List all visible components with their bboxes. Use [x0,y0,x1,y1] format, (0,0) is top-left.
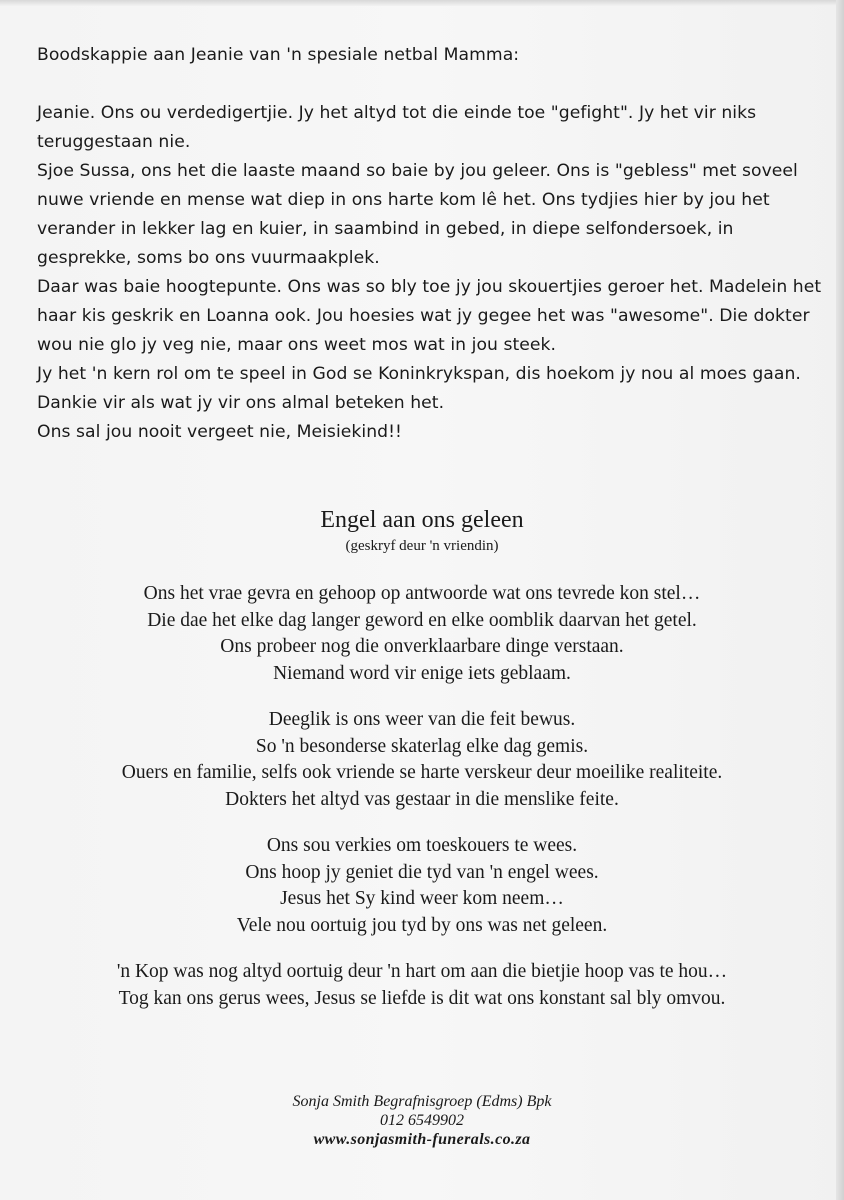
poem-line: 'n Kop was nog altyd oortuig deur 'n hart om aan die bietjie hoop vas te hou… [116,961,728,982]
poem-line: Dokters het altyd vas gestaar in die menslike feite. [225,788,619,810]
poem-stanza [0,959,844,1012]
poem-line: So 'n besonderse skaterlag elke dag gemis. [255,735,589,757]
poem-stanza [0,833,844,939]
poem-line: Ons hoop jy geniet die tyd van 'n engel wees. [245,861,599,883]
poem-line: Die dae het elke dag langer geword en elke oomblik daarvan het getel. [147,609,697,631]
poem-line: Ons probeer nog die onverklaarbare dinge verstaan. [220,636,624,657]
message-paragraph: Sjoe Sussa, ons het die laaste maand so baie by jou geleer. Ons is "gebless" met soveel nuwe vriende en mense wat diep in ons harte kom lê het. Ons tydjies hier by jou het verander in lekker lag en kuier, in saambind in gebed, in diepe selfondersoek, in gesprekke, soms bo ons vuurmaakplek. [37,161,798,268]
poem-line: Tog kan ons gerus wees, Jesus se liefde is dit wat ons konstant sal bly omvou. [118,987,726,1009]
message-paragraph: Jy het 'n kern rol om te speel in God se Koninkrykspan, dis hoekom jy nou al moes gaan. Dankie vir als wat jy vir ons almal beteken het. [37,364,801,413]
funeral-home-footer [0,1092,844,1149]
poem-body [0,581,844,1032]
poem-line: Deeglik is ons weer van die feit bewus. [268,709,576,730]
poem-stanza [0,707,844,813]
message-paragraph: Ons sal jou nooit vergeet nie, Meisiekind!! [37,422,403,442]
poem-line: Ons het vrae gevra en gehoop op antwoorde wat ons tevrede kon stel… [143,583,701,604]
poem-title: Engel aan ons geleen [320,507,524,533]
poem-line: Vele nou oortuig jou tyd by ons was net geleen. [236,914,608,936]
scan-edge-top [0,0,844,6]
poem-line: Ouers en familie, selfs ook vriende se harte verskeur deur moeilike realiteite. [121,762,723,783]
poem-line: Ons sou verkies om toeskouers te wees. [266,835,578,856]
message-paragraph: Jeanie. Ons ou verdedigertjie. Jy het altyd tot die einde toe "gefight". Jy het vir niks teruggestaan nie. [37,103,757,152]
poem-subtitle: (geskryf deur 'n vriendin) [345,538,499,554]
poem-line: Niemand word vir enige iets geblaam. [273,662,571,684]
company-name: Sonja Smith Begrafnisgroep (Edms) Bpk [292,1093,552,1110]
poem-line: Jesus het Sy kind weer kom neem… [280,888,564,909]
company-phone: 012 6549902 [380,1112,464,1129]
message-greeting: Boodskappie aan Jeanie van 'n spesiale netbal Mamma: [37,45,520,65]
poem-stanza [0,581,844,687]
company-website: www.sonjasmith-funerals.co.za [313,1131,531,1148]
message-paragraph: Daar was baie hoogtepunte. Ons was so bly toe jy jou skouertjies geroer het. Madelein het haar kis geskrik en Loanna ook. Jou hoesies wat jy gegee het was "awesome". Die dokter wou nie glo jy veg nie, maar ons weet mos wat in jou steek. [37,277,822,355]
message-section [37,41,827,447]
